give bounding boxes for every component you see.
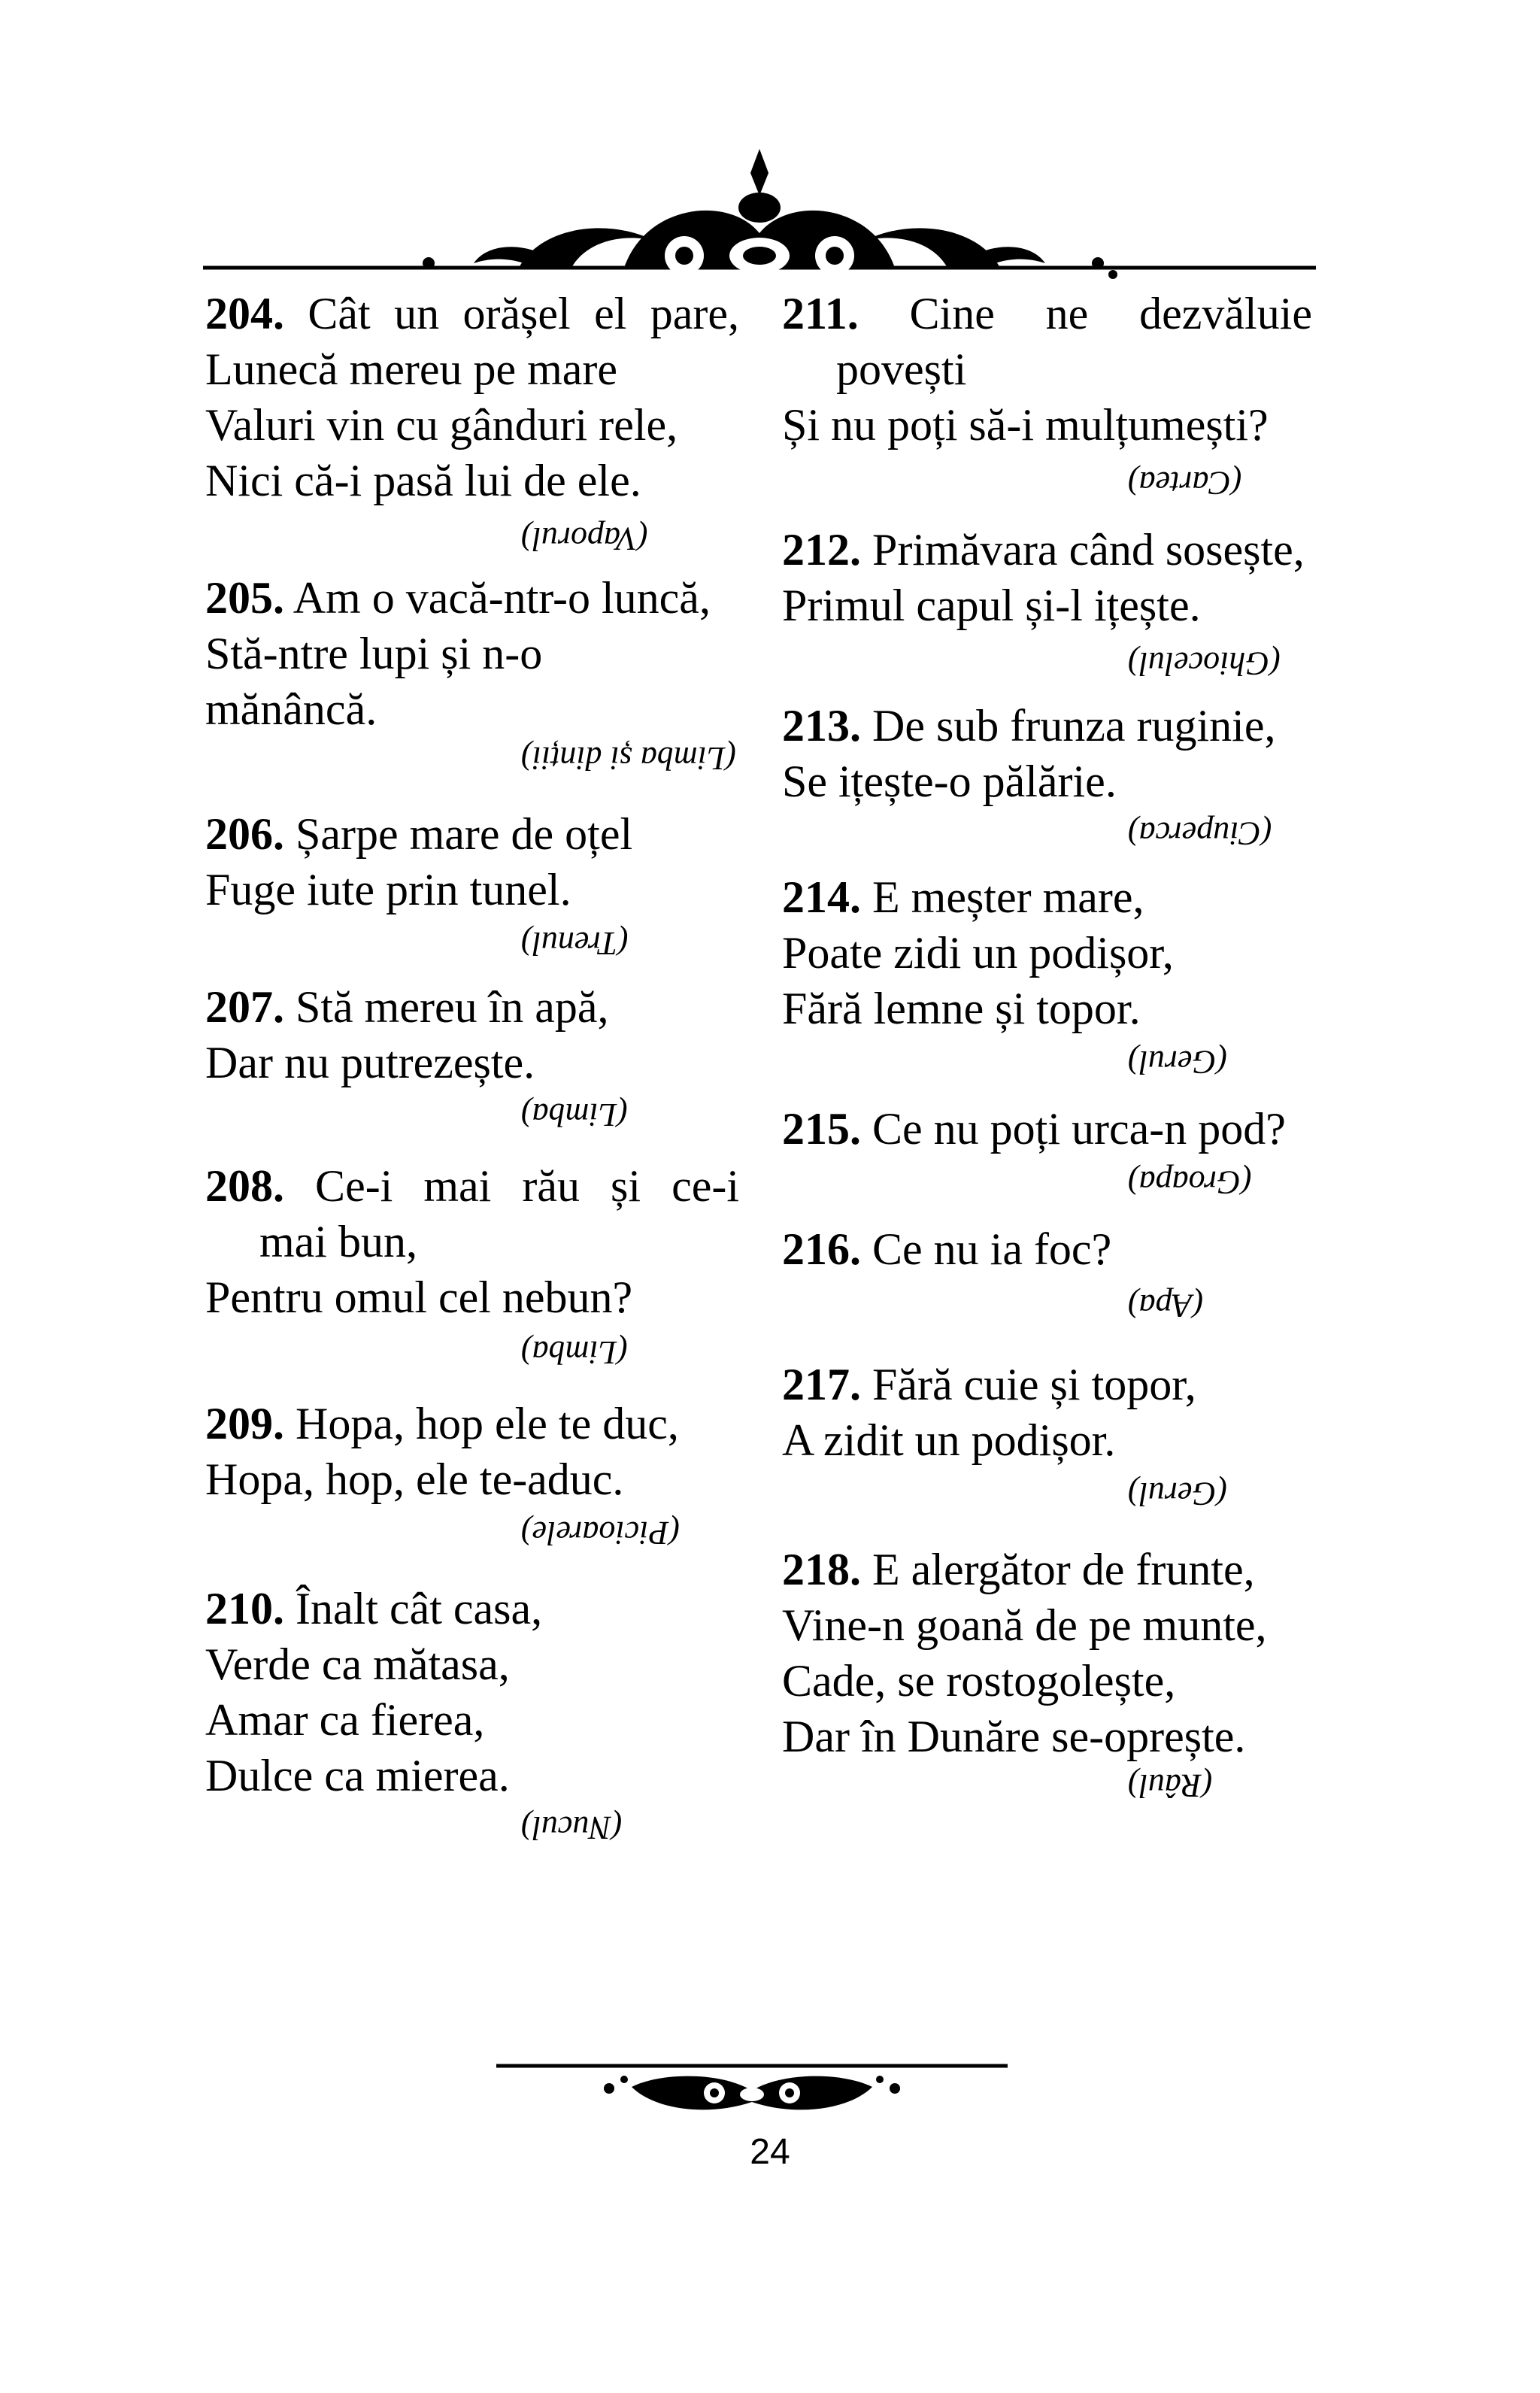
- riddle-line: Nici că-i pasă lui de ele.: [205, 456, 641, 505]
- riddle-line: Pentru omul cel nebun?: [205, 1272, 633, 1322]
- riddle-answer: (Trenul): [521, 925, 629, 962]
- riddle-204: [205, 286, 739, 560]
- riddle-number: 216.: [782, 1224, 861, 1274]
- riddle-line: Vine-n goană de pe munte,: [782, 1600, 1267, 1650]
- bottom-ornament: [496, 2049, 1008, 2132]
- riddle-line: Lunecă mereu pe mare: [205, 344, 617, 394]
- riddle-line: Ce nu poți urca-n pod?: [872, 1104, 1286, 1154]
- riddle-answer: (Picioarele): [521, 1515, 680, 1551]
- riddle-line: Valuri vin cu gânduri rele,: [205, 400, 678, 450]
- riddle-209: [205, 1396, 739, 1554]
- riddle-line: mănâncă.: [205, 684, 377, 734]
- riddle-answer: (Groapa): [1128, 1164, 1252, 1201]
- riddle-line: Hopa, hop, ele te-aduc.: [205, 1454, 624, 1504]
- riddle-line: De sub frunza ruginie,: [872, 701, 1276, 751]
- riddle-212: [782, 522, 1312, 684]
- riddle-answer: (Limba): [521, 1334, 628, 1371]
- riddle-line: Cât un orășel el pare,: [308, 289, 739, 338]
- riddle-line: mai bun,: [259, 1217, 417, 1266]
- riddle-206: [205, 806, 739, 964]
- riddle-number: 209.: [205, 1399, 284, 1448]
- riddle-line: Ce nu ia foc?: [872, 1224, 1112, 1274]
- riddle-line: Cade, se rostogolește,: [782, 1656, 1176, 1706]
- riddle-216: [782, 1221, 1312, 1327]
- right-column: [782, 286, 1312, 1806]
- page-number: 24: [750, 2132, 790, 2172]
- riddle-line: Primul capul și-l ițește.: [782, 581, 1201, 630]
- riddle-line: E meșter mare,: [872, 872, 1144, 922]
- riddle-number: 212.: [782, 525, 861, 575]
- riddle-answer: (Ciuperca): [1128, 815, 1272, 852]
- riddle-line: Șarpe mare de oțel: [296, 809, 633, 859]
- riddle-line: Cine ne dezvăluie: [909, 289, 1312, 338]
- riddle-number: 218.: [782, 1545, 861, 1594]
- riddle-210: [205, 1581, 739, 1849]
- riddle-line: Stă mereu în apă,: [296, 982, 609, 1032]
- riddle-line: Amar ca fierea,: [205, 1695, 485, 1745]
- riddle-211: [782, 286, 1312, 504]
- riddle-line: A zidit un podișor.: [782, 1415, 1116, 1465]
- riddle-line: Dulce ca mierea.: [205, 1751, 510, 1800]
- riddle-207: [205, 979, 739, 1136]
- riddle-answer: (Gerul): [1128, 1476, 1227, 1512]
- riddle-number: 207.: [205, 982, 284, 1032]
- riddle-218: [782, 1542, 1312, 1806]
- riddle-number: 214.: [782, 872, 861, 922]
- riddle-number: 210.: [205, 1584, 284, 1633]
- riddle-line: Fără cuie și topor,: [872, 1360, 1196, 1409]
- riddle-answer: (Cartea): [1128, 465, 1242, 502]
- riddle-number: 208.: [205, 1161, 284, 1211]
- riddle-line: Stă-ntre lupi și n-o: [205, 629, 543, 678]
- riddle-number: 204.: [205, 289, 284, 338]
- left-column: [205, 286, 739, 1849]
- riddle-answer: (Ghiocelul): [1128, 645, 1281, 682]
- riddle-line: Ce-i mai rău și ce-i: [315, 1161, 739, 1211]
- riddle-answer: (Limba și dinții): [521, 740, 737, 777]
- riddle-line: Se ițește-o pălărie.: [782, 757, 1117, 806]
- riddle-line: Fuge iute prin tunel.: [205, 865, 571, 914]
- riddle-number: 211.: [782, 289, 859, 338]
- riddle-number: 213.: [782, 701, 861, 751]
- riddle-number: 217.: [782, 1360, 861, 1409]
- riddle-answer: (Apa): [1128, 1287, 1204, 1324]
- riddle-answer: (Vaporul): [521, 520, 648, 557]
- riddle-line: Și nu poți să-i mulțumești?: [782, 400, 1269, 450]
- riddle-line: povești: [836, 344, 967, 394]
- riddle-line: Fără lemne și topor.: [782, 984, 1141, 1033]
- riddle-line: Înalt cât casa,: [296, 1584, 543, 1633]
- riddle-205: [205, 570, 739, 779]
- riddle-214: [782, 869, 1312, 1083]
- riddle-208: [205, 1158, 739, 1373]
- riddle-line: E alergător de frunte,: [872, 1545, 1255, 1594]
- riddle-line: Dar în Dunăre se-oprește.: [782, 1712, 1246, 1761]
- riddle-line: Verde ca mătasa,: [205, 1639, 510, 1689]
- riddle-line: Am o vacă-ntr-o luncă,: [293, 573, 711, 623]
- riddle-line: Primăvara când sosește,: [872, 525, 1305, 575]
- riddle-answer: (Limba): [521, 1096, 628, 1133]
- riddle-line: Poate zidi un podișor,: [782, 928, 1174, 978]
- riddle-answer: (Nucul): [521, 1809, 623, 1846]
- top-ornament: [203, 143, 1316, 293]
- riddle-215: [782, 1101, 1312, 1203]
- riddle-line: Dar nu putrezește.: [205, 1038, 535, 1087]
- riddle-line: Hopa, hop ele te duc,: [296, 1399, 679, 1448]
- riddle-213: [782, 698, 1312, 854]
- riddle-number: 206.: [205, 809, 284, 859]
- riddle-answer: (Gerul): [1128, 1044, 1227, 1081]
- riddle-number: 215.: [782, 1104, 861, 1154]
- riddle-number: 205.: [205, 573, 284, 623]
- riddle-answer: (Râul): [1128, 1767, 1213, 1804]
- riddle-217: [782, 1357, 1312, 1515]
